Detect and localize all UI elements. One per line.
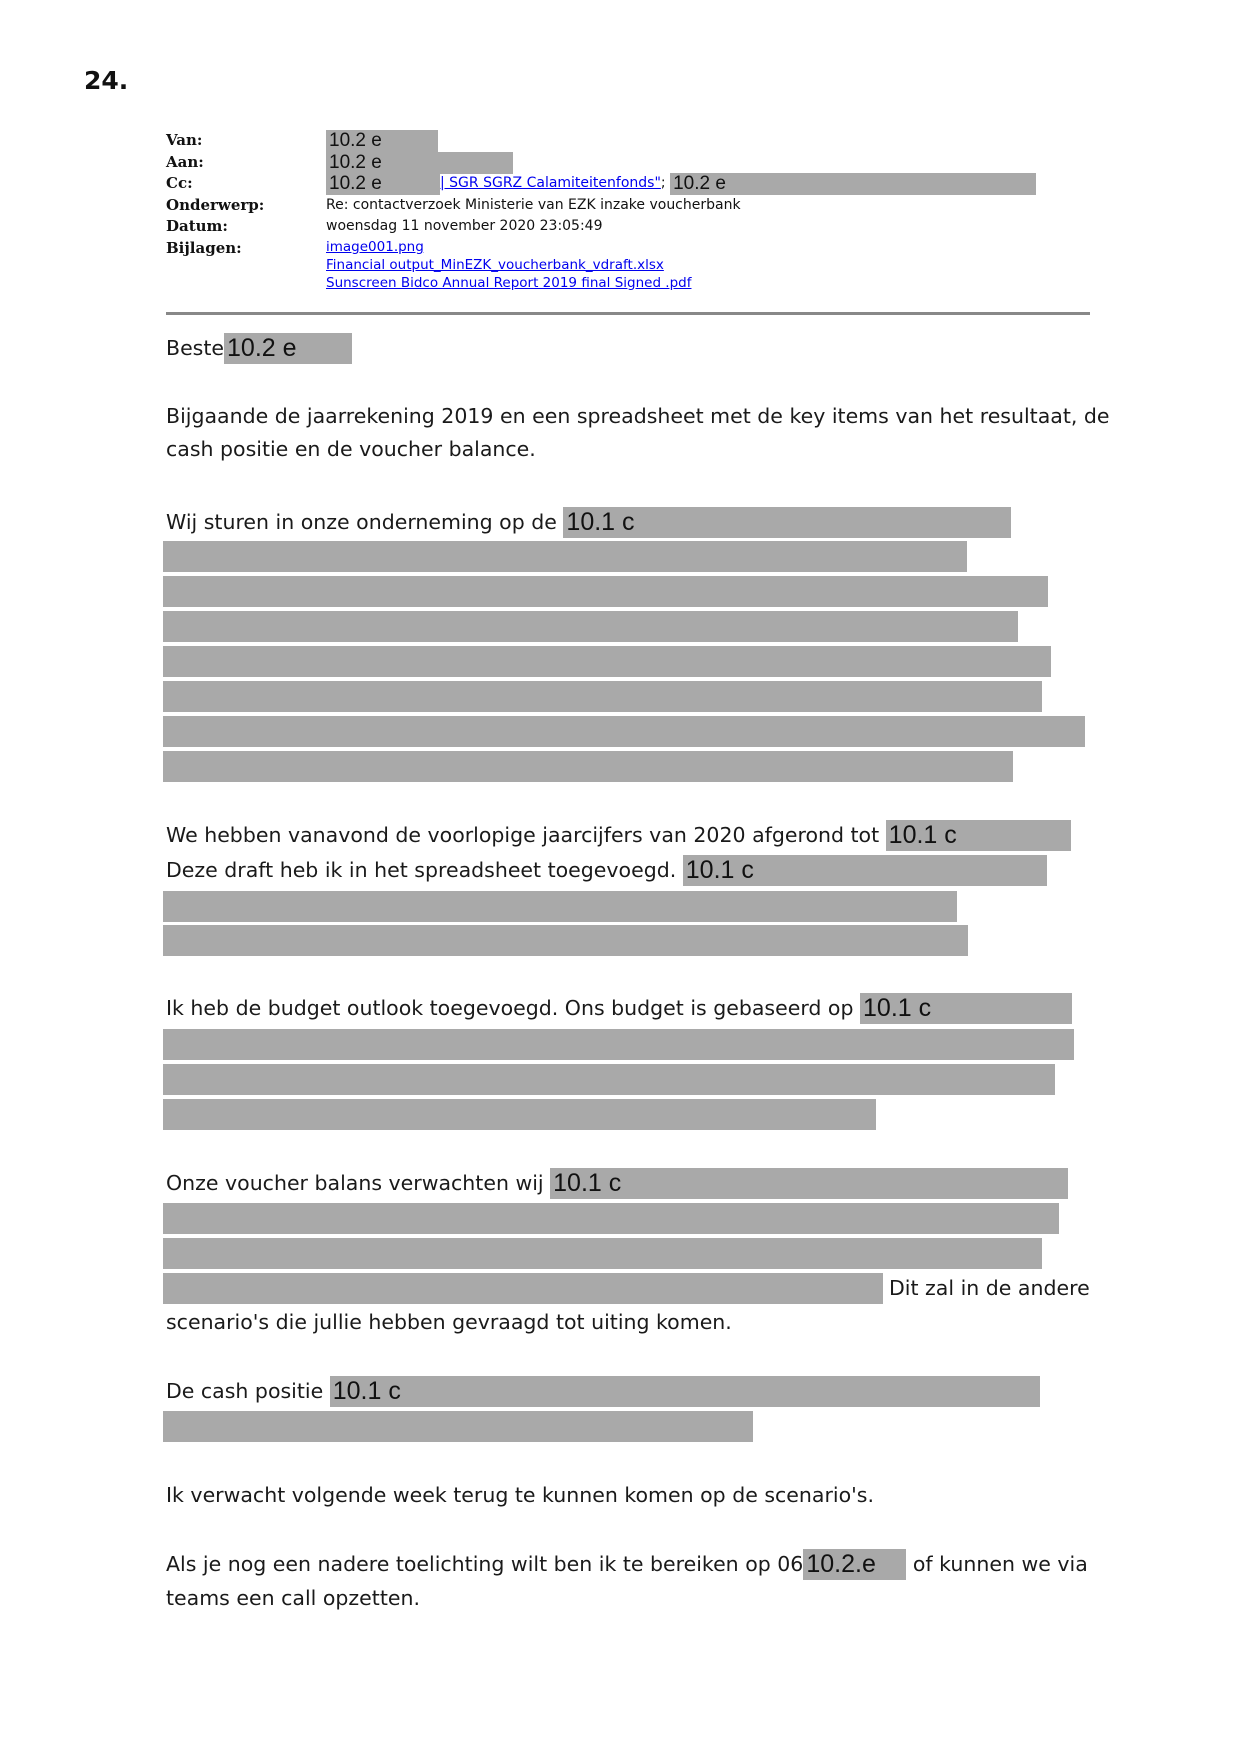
p4-text: Ik heb de budget outlook toegevoegd. Ons budget is gebaseerd op [166,996,854,1020]
redaction-bar [163,1273,883,1304]
redaction-bar [163,1203,1059,1234]
cc-label: Cc: [166,174,193,192]
p4-line-1 [166,993,1072,1023]
p1-line-2: cash positie en de voucher balance. [166,437,536,461]
cc-redaction-2: 10.2 e [670,173,1036,195]
email-header [166,130,1086,298]
p5-text: Onze voucher balans verwachten wij [166,1171,544,1195]
attachment-link[interactable]: image001.png [326,238,424,255]
attachments-list [326,238,691,292]
redaction-bar [163,646,1051,677]
p3-redaction-1: 10.1 c [886,820,1071,851]
p3-text-2: Deze draft heb ik in het spreadsheet toegevoegd. [166,858,677,882]
p6-redaction: 10.1 c [330,1376,1040,1407]
subject-label: Onderwerp: [166,195,265,214]
from-value-wrap [326,130,438,152]
redaction-bar [163,1411,753,1442]
p5-redaction: 10.1 c [550,1168,1068,1199]
p5-tail: Dit zal in de andere [889,1276,1090,1300]
p1-line-1: Bijgaande de jaarrekening 2019 en een spreadsheet met de key items van het resultaat, de [166,404,1110,428]
p4-redaction: 10.1 c [860,993,1072,1024]
greeting-text: Beste [166,336,225,360]
from-row [166,130,1086,152]
header-divider [166,312,1090,315]
cc-redaction-1: 10.2 e [326,173,440,195]
p6-text: De cash positie [166,1379,324,1403]
redaction-bar [163,891,957,922]
p8-tail: of kunnen we via [912,1552,1088,1576]
attachment-link[interactable]: Sunscreen Bidco Annual Report 2019 final Signed .pdf [326,274,692,291]
date-label: Datum: [166,217,228,235]
cc-value-wrap [326,173,1036,195]
redaction-bar [163,541,967,572]
attachments-row [166,238,1086,298]
cc-separator: ; [660,175,666,191]
redaction-bar [163,576,1048,607]
from-redaction: 10.2 e [326,130,438,152]
p6-line-1 [166,1376,1040,1406]
p7-line: Ik verwacht volgende week terug te kunnen komen op de scenario's. [166,1483,874,1507]
cc-link[interactable]: | SGR SGRZ Calamiteitenfonds" [440,175,661,191]
greeting-line [166,333,352,363]
page-number: 24. [84,66,129,95]
to-row [166,152,1086,174]
redaction-bar [163,751,1013,782]
p3-redaction-2: 10.1 c [683,855,1047,886]
p8-line-2: teams een call opzetten. [166,1586,420,1610]
redaction-bar [163,716,1085,747]
p2-line-1 [166,507,1011,537]
subject-row [166,195,1086,217]
p8-text: Als je nog een nadere toelichting wilt ben ik te bereiken op 06 [166,1552,804,1576]
date-value: woensdag 11 november 2020 23:05:49 [326,218,603,234]
greeting-redaction: 10.2 e [224,333,352,364]
subject-value: Re: contactverzoek Ministerie van EZK inzake voucherbank [326,196,741,213]
p5-line-last: scenario's die jullie hebben gevraagd tot uiting komen. [166,1310,732,1334]
date-row [166,216,1086,238]
p5-line-1 [166,1168,1068,1198]
redaction-bar [163,1029,1074,1060]
attachment-link[interactable]: Financial output_MinEZK_voucherbank_vdraft.xlsx [326,256,664,273]
p3-line-2 [166,855,1047,885]
to-value-wrap [326,152,513,174]
p2-redaction: 10.1 c [563,507,1011,538]
cc-row [166,173,1086,195]
redaction-bar [163,611,1018,642]
from-label: Van: [166,131,203,149]
redaction-bar [163,681,1042,712]
to-label: Aan: [166,152,204,171]
p8-line-1 [166,1549,1088,1579]
redaction-bar [163,1238,1042,1269]
p8-redaction: 10.2.e [803,1549,906,1580]
redaction-bar [163,925,968,956]
p3-line-1 [166,820,1071,850]
redaction-bar [163,1099,876,1130]
to-redaction: 10.2 e [326,152,513,174]
attachments-label: Bijlagen: [166,238,242,257]
p3-text-1: We hebben vanavond de voorlopige jaarcijfers van 2020 afgerond tot [166,823,880,847]
redaction-bar [163,1064,1055,1095]
p2-text: Wij sturen in onze onderneming op de [166,510,557,534]
